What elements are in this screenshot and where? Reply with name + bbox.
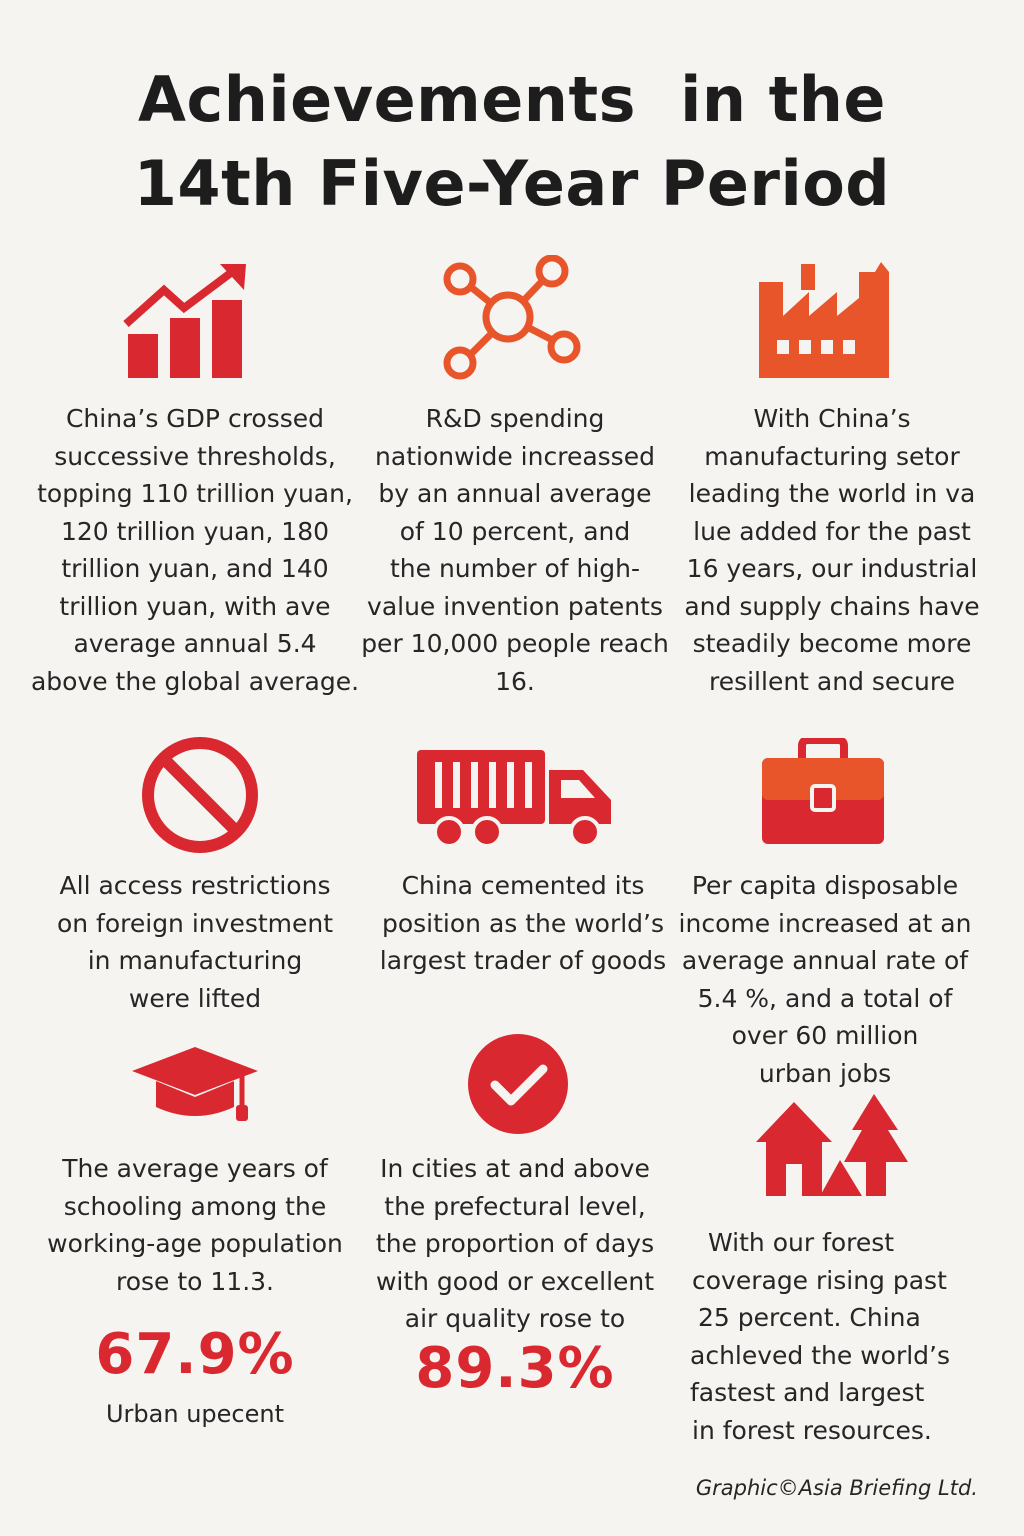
foreign-investment-line: in manufacturing <box>87 946 303 975</box>
gdp-line: 120 trillion yuan, 180 <box>60 516 330 546</box>
trade-line: position as the world’s <box>381 908 665 938</box>
gdp-line: trillion yuan, and 140 <box>61 554 329 583</box>
gdp-line: above the global average. <box>30 666 360 696</box>
schooling-text <box>30 1150 360 1300</box>
gdp-line: trillion yuan, with ave <box>59 591 331 621</box>
income-line: urban jobs <box>758 1058 892 1088</box>
foreign-investment-line: All access restrictions <box>59 871 331 900</box>
manufacturing-line: 16 years, our industrial <box>686 554 978 583</box>
forest-line: in forest resources. <box>692 1415 932 1445</box>
income-line: 5.4 %, and a total of <box>697 983 953 1013</box>
foreign-investment-line: were lifted <box>128 983 262 1013</box>
forest-line: fastest and largest <box>690 1378 925 1407</box>
air-quality-line: the prefectural level, <box>384 1191 646 1221</box>
urban-stat-label: Urban upecent <box>105 1400 284 1428</box>
urban-stat: 67.9% <box>95 1322 295 1387</box>
forest-line: coverage rising past <box>692 1265 947 1295</box>
checkmark-circle-icon <box>467 1033 569 1135</box>
air-quality-stat: 89.3% <box>415 1336 615 1401</box>
network-nodes-icon <box>436 255 581 380</box>
income-line: over 60 million <box>731 1021 919 1050</box>
schooling-line: schooling among the <box>63 1191 327 1221</box>
manufacturing-line: leading the world in va <box>688 479 976 508</box>
air-quality-line: air quality rose to <box>404 1304 626 1333</box>
rnd-text <box>350 400 680 700</box>
graduation-cap-icon <box>130 1045 260 1125</box>
bar-chart-growth-icon <box>122 262 257 382</box>
page-title <box>0 58 1024 226</box>
gdp-text <box>30 400 360 700</box>
house-and-tree-icon <box>752 1092 912 1200</box>
manufacturing-text <box>672 400 992 700</box>
air-quality-text <box>350 1150 680 1338</box>
forest-line: 25 percent. China <box>698 1303 921 1332</box>
gdp-line: average annual 5.4 <box>73 629 317 658</box>
foreign-investment-line: on foreign investment <box>56 908 334 938</box>
trade-text <box>358 867 688 980</box>
schooling-line: The average years of <box>62 1154 328 1183</box>
graphic-credit: Graphic©Asia Briefing Ltd. <box>695 1476 978 1500</box>
gdp-line: topping 110 trillion yuan, <box>37 479 353 508</box>
forest-text <box>660 1224 960 1449</box>
rnd-line: of 10 percent, and <box>399 516 631 546</box>
gdp-line: China’s GDP crossed <box>65 404 325 433</box>
air-quality-line: the proportion of days <box>375 1229 655 1258</box>
trade-line: largest trader of goods <box>379 946 667 975</box>
prohibited-icon <box>140 735 260 855</box>
manufacturing-line: With China’s <box>753 404 911 433</box>
rnd-line: nationwide increassed <box>375 441 655 471</box>
gdp-line: successive thresholds, <box>54 441 336 471</box>
manufacturing-line: manufacturing setor <box>704 441 960 471</box>
air-quality-line: In cities at and above <box>380 1154 650 1183</box>
forest-line: With our forest <box>708 1228 895 1257</box>
trade-line: China cemented its <box>401 871 645 900</box>
rnd-line: by an annual average <box>378 479 652 508</box>
truck-icon <box>415 748 615 848</box>
title-line-2: 14th Five-Year Period <box>133 147 891 220</box>
rnd-line: the number of high- <box>389 554 641 583</box>
income-line: Per capita disposable <box>691 871 959 900</box>
manufacturing-line: and supply chains have <box>684 591 980 621</box>
air-quality-line: with good or excellent <box>375 1266 655 1296</box>
factory-icon <box>757 262 897 380</box>
income-text <box>660 867 990 1092</box>
rnd-line: value invention patents <box>367 591 663 621</box>
manufacturing-line: steadily become more <box>692 629 972 658</box>
forest-line: achleved the world’s <box>690 1340 951 1370</box>
title-line-1: Achievements in the <box>138 63 886 136</box>
manufacturing-line: resillent and secure <box>708 666 956 696</box>
income-line: average annual rate of <box>681 946 969 975</box>
briefcase-icon <box>760 738 886 846</box>
schooling-line: working-age population <box>47 1229 343 1258</box>
rnd-line: 16. <box>495 666 535 696</box>
rnd-line: per 10,000 people reach <box>361 629 669 658</box>
income-line: income increased at an <box>678 908 972 938</box>
foreign-investment-text <box>30 867 360 1017</box>
rnd-line: R&D spending <box>425 404 605 433</box>
manufacturing-line: lue added for the past <box>693 516 971 546</box>
schooling-line: rose to 11.3. <box>115 1266 275 1296</box>
